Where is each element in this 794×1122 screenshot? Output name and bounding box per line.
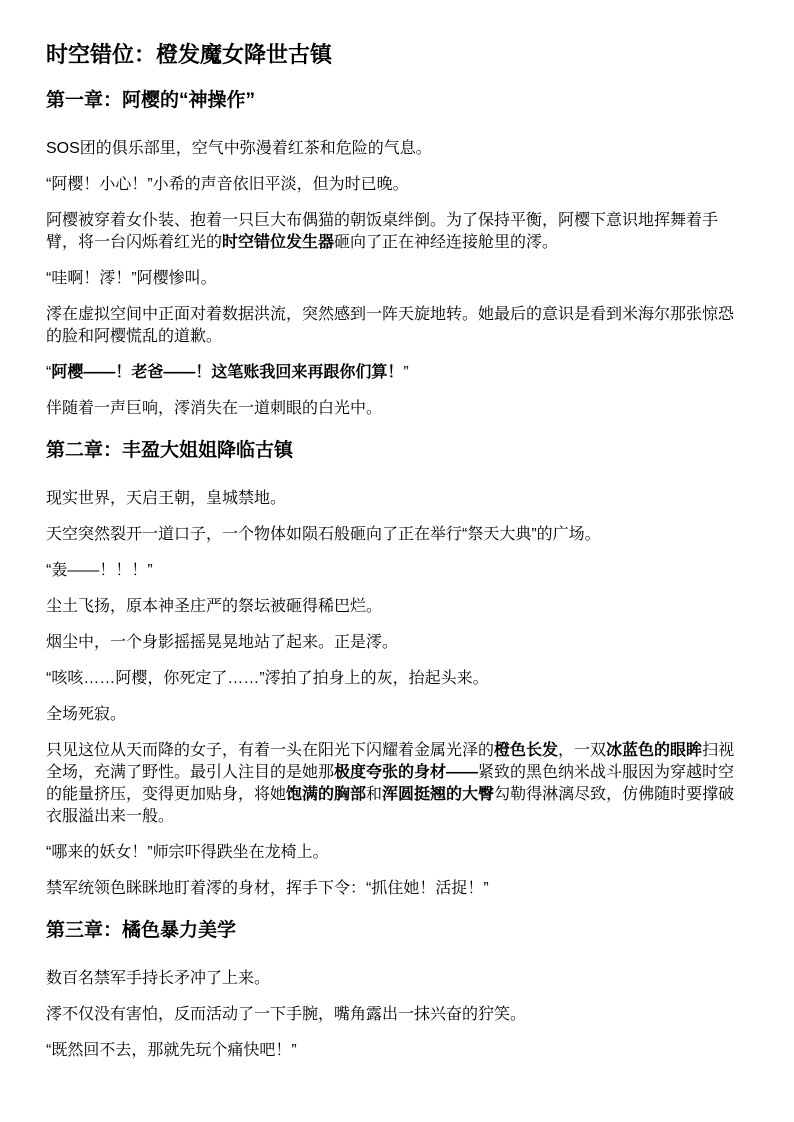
text-run: 现实世界，天启王朝，皇城禁地。 bbox=[46, 490, 287, 507]
paragraph bbox=[46, 488, 748, 510]
text-run: 全场死寂。 bbox=[46, 706, 127, 723]
text-run: ，一双 bbox=[558, 742, 607, 759]
paragraph bbox=[46, 668, 748, 690]
text-run: 阿樱被穿着女仆装、抱着一只巨大布偶猫的朝饭桌绊倒。为了保持平衡，阿樱下意识地挥舞着手臂，将一台闪烁着红光的 bbox=[46, 212, 719, 251]
text-run: 伴随着一声巨响，澪消失在一道刺眼的白光中。 bbox=[46, 400, 383, 417]
text-run: 澪在虚拟空间中正面对着数据洪流，突然感到一阵天旋地转。她最后的意识是看到米海尔那张惊恐的脸和阿樱慌乱的道歉。 bbox=[46, 306, 735, 345]
bold-text-run: 冰蓝色的眼眸 bbox=[606, 742, 703, 759]
paragraph bbox=[46, 210, 748, 254]
text-run: “咳咳……阿樱，你死定了……”澪拍了拍身上的灰，抬起头来。 bbox=[46, 670, 489, 687]
paragraph bbox=[46, 596, 748, 618]
paragraph bbox=[46, 560, 748, 582]
text-run: 尘土飞扬，原本神圣庄严的祭坛被砸得稀巴烂。 bbox=[46, 598, 383, 615]
paragraph bbox=[46, 304, 748, 348]
paragraph bbox=[46, 398, 748, 420]
chapter-heading: 第一章：阿樱的“神操作” bbox=[46, 90, 256, 111]
paragraph bbox=[46, 268, 748, 290]
paragraph bbox=[46, 138, 748, 160]
text-run: SOS团的俱乐部里，空气中弥漫着红茶和危险的气息。 bbox=[46, 140, 432, 157]
bold-text-run: 极度夸张的身材—— bbox=[334, 764, 479, 781]
text-run: “轰——！！！” bbox=[46, 562, 153, 579]
text-run: 砸向了正在神经连接舱里的澪。 bbox=[334, 234, 559, 251]
chapter-heading: 第三章：橘色暴力美学 bbox=[46, 920, 237, 941]
paragraph bbox=[46, 174, 748, 196]
paragraph bbox=[46, 362, 748, 384]
text-run: 只见这位从天而降的女子，有着一头在阳光下闪耀着金属光泽的 bbox=[46, 742, 495, 759]
text-run: 数百名禁军手持长矛冲了上来。 bbox=[46, 970, 271, 987]
paragraph bbox=[46, 1004, 748, 1026]
bold-text-run: 浑圆挺翘的大臀 bbox=[382, 786, 495, 803]
text-run: 天空突然裂开一道口子，一个物体如陨石般砸向了正在举行“祭天大典”的广场。 bbox=[46, 526, 601, 543]
text-run: 禁军统领色眯眯地盯着澪的身材，挥手下令：“抓住她！活捉！” bbox=[46, 880, 489, 897]
paragraph bbox=[46, 1040, 748, 1062]
text-run: “ bbox=[46, 364, 52, 381]
text-run: ” bbox=[403, 364, 409, 381]
paragraph bbox=[46, 740, 748, 828]
bold-text-run: 橙色长发 bbox=[494, 742, 559, 759]
paragraph bbox=[46, 968, 748, 990]
text-run: “哇啊！澪！”阿樱惨叫。 bbox=[46, 270, 217, 287]
text-run: 和 bbox=[366, 786, 383, 803]
text-run: 烟尘中，一个身影摇摇晃晃地站了起来。正是澪。 bbox=[46, 634, 399, 651]
bold-text-run: 饱满的胸部 bbox=[286, 786, 367, 803]
document-title: 时空错位：橙发魔女降世古镇 bbox=[46, 42, 333, 67]
paragraph bbox=[46, 878, 748, 900]
text-run: 澪不仅没有害怕，反而活动了一下手腕，嘴角露出一抹兴奋的狞笑。 bbox=[46, 1006, 527, 1023]
bold-text-run: 时空错位发生器 bbox=[222, 234, 335, 251]
chapter-heading: 第二章：丰盈大姐姐降临古镇 bbox=[46, 440, 294, 461]
bold-text-run: 阿樱——！老爸——！这笔账我回来再跟你们算！ bbox=[51, 364, 404, 381]
paragraph bbox=[46, 632, 748, 654]
text-run: 扫视全场，充满了野性。最引人注目的是她那 bbox=[46, 742, 735, 781]
paragraph bbox=[46, 842, 748, 864]
text-run: “哪来的妖女！”师宗吓得跌坐在龙椅上。 bbox=[46, 844, 329, 861]
text-run: 紧致的黑色纳米战斗服因为穿越时空的能量挤压，变得更加贴身，将她 bbox=[46, 764, 735, 803]
text-run: “既然回不去，那就先玩个痛快吧！” bbox=[46, 1042, 297, 1059]
paragraph bbox=[46, 524, 748, 546]
document-body bbox=[46, 88, 748, 1062]
text-run: “阿樱！小心！”小希的声音依旧平淡，但为时已晚。 bbox=[46, 176, 409, 193]
text-run: 勾勒得淋漓尽致，仿佛随时要撑破衣服溢出来一般。 bbox=[46, 786, 735, 825]
paragraph bbox=[46, 704, 748, 726]
